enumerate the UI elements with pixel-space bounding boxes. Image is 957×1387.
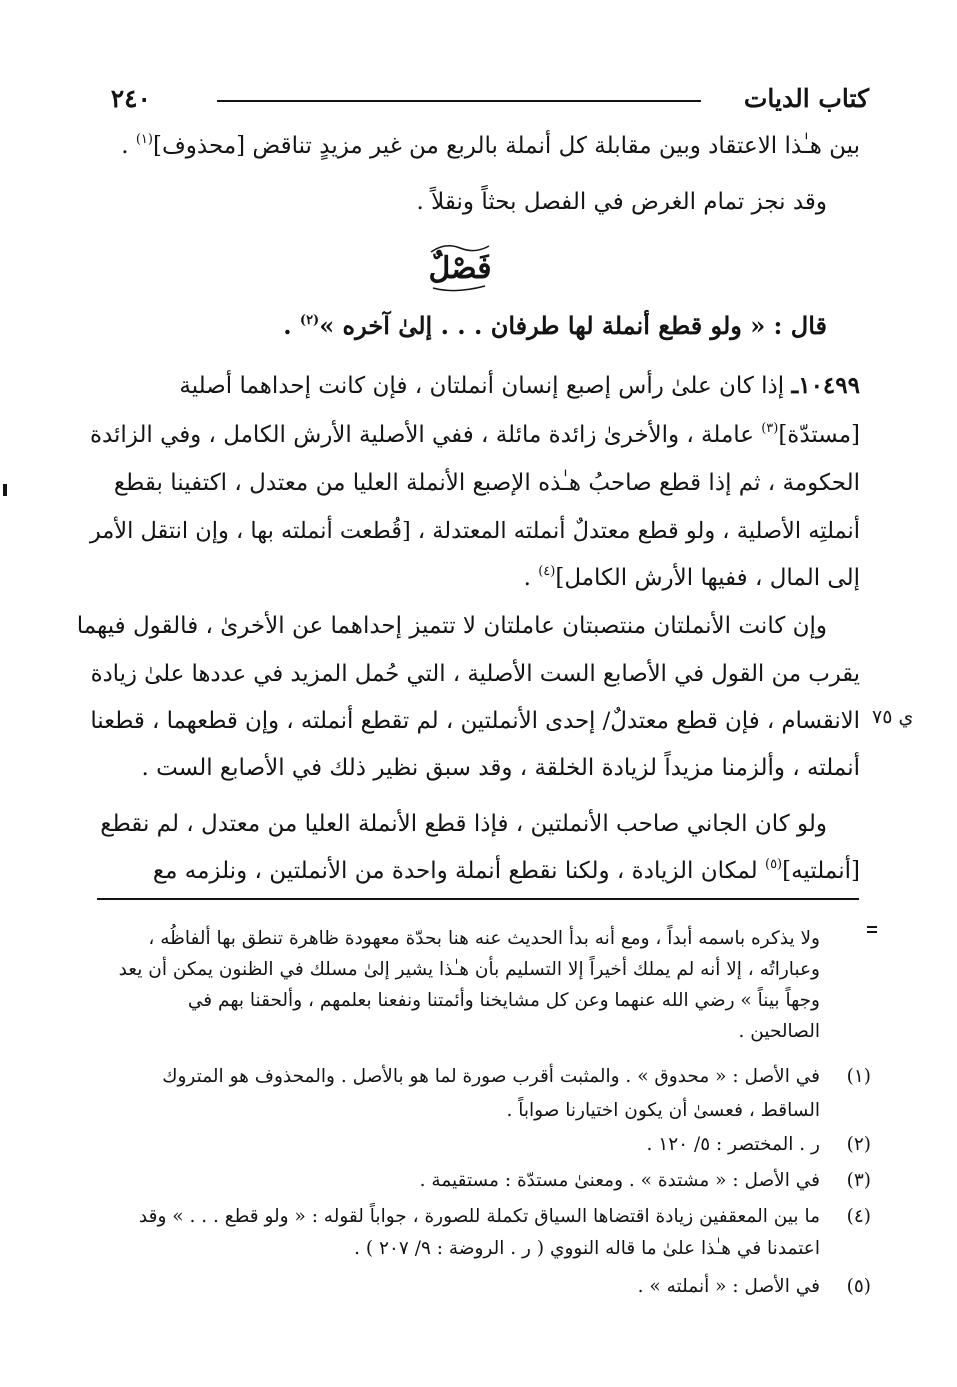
continuation-mark: [867, 926, 877, 928]
footnote-line: في الأصل : « أنملته » .: [637, 1276, 820, 1297]
footnote-line: في الأصل : « مشتدة » . ومعنىٰ مستدّة : مستقيمة .: [419, 1170, 820, 1191]
paragraph-line: أنملته ، وألزمنا مزيداً لزيادة الخلقة ، وقد سبق نظير ذلك في الأصابع الست .: [141, 755, 860, 781]
paragraph-number: ١٠٤٩٩ـ: [791, 372, 860, 399]
footnote-number: (٤): [846, 1206, 871, 1227]
footnote-line: الساقط ، فعسىٰ أن يكون اختيارنا صواباً .: [506, 1100, 820, 1121]
paragraph-line: [أنملتيه]$^{(٥)}$ لمكان الزيادة ، ولكنا نقطع أنملة واحدة من الأنملتين ، ونلزمه مع: [152, 857, 860, 884]
footnote-continuation-line: ولا يذكره باسمه أبداً ، ومع أنه بدأ الحديث عنه هنا بحدّة معهودة ظاهرة تنطق بها ألفاظُه ،: [148, 928, 820, 949]
paragraph-line: يقرب من القول في الأصابع الست الأصلية ، التي حُمل المزيد في عددها علىٰ زيادة: [90, 661, 860, 687]
footnote-ref: (١): [135, 132, 153, 147]
paragraph-line: وإن كانت الأنملتان منتصبتان عاملتان لا تتميز إحداهما عن الأخرىٰ ، فالقول فيهما: [76, 613, 827, 639]
section-heading: فَصْلٌ: [428, 251, 492, 286]
body-line: بين هـٰذا الاعتقاد وبين مقابلة كل أنملة بالربع من غير مزيدٍ تناقض [محذوف]$^{(١)}$ .: [121, 132, 860, 159]
header-rule: [217, 100, 701, 102]
footnote-continuation-line: الصالحين .: [738, 1021, 820, 1042]
section-heading-calligraphy: [425, 238, 495, 294]
paragraph-line: [مستدّة]$^{(٣)}$ عاملة ، والأخرىٰ زائدة مائلة ، ففي الأصلية الأرش الكامل ، وفي الزائدة: [89, 421, 860, 448]
quoted-heading: قال : « ولو قطع أنملة لها طرفان . . . إلىٰ آخره »$^{(٢)}$ .: [283, 311, 827, 340]
paragraph-line: ولو كان الجاني صاحب الأنملتين ، فإذا قطع الأنملة العليا من معتدل ، لم نقطع: [100, 811, 827, 837]
footnote-ref: (٢): [299, 313, 320, 328]
footnote-line: اعتمدنا في هـٰذا علىٰ ما قاله النووي ( ر . الروضة : ٩/ ٢٠٧ ) .: [354, 1238, 820, 1259]
paragraph-line: ١٠٤٩٩ـ إذا كان علىٰ رأس إصبع إنسان أنملتان ، فإن كانت إحداهما أصلية: [179, 372, 860, 399]
footnote-line: ر . المختصر : ٥/ ١٢٠ .: [646, 1134, 820, 1155]
footnote-number: (١): [846, 1066, 871, 1087]
footnote-line: ما بين المعقفين زيادة اقتضاها السياق تكملة للصورة ، جواباً لقوله : « ولو قطع . . . » وقد: [138, 1206, 820, 1227]
footnote-number: (٣): [846, 1170, 871, 1191]
footnote-number: (٢): [846, 1134, 871, 1155]
continuation-mark: [867, 931, 877, 933]
footnote-continuation-line: وجهاً بيناً » رضي الله عنهما وعن كل مشايخنا وأئمتنا ونفعنا بعلمهم ، وألحقنا بهم في: [187, 990, 820, 1011]
paragraph-line: إلى المال ، ففيها الأرش الكامل]$^{(٤)}$ .: [523, 564, 860, 591]
body-line: وقد نجز تمام الغرض في الفصل بحثاً ونقلاً .: [416, 189, 827, 215]
paragraph-line: الحكومة ، ثم إذا قطع صاحبُ هـٰذه الإصبع الأنملة العليا من معتدل ، اكتفينا بقطع: [113, 470, 860, 496]
running-head-title: كتاب الديات: [743, 84, 869, 113]
footnote-continuation-line: وعباراتُه ، إلا أنه لم يملك أخيراً إلا التسليم بأن هـٰذا يشير إلىٰ مسلك في الظنون يمكن أن يعد: [118, 959, 820, 980]
footnote-separator: [97, 898, 859, 900]
footnote-line: في الأصل : « محدوق » . والمثبت أقرب صورة لما هو بالأصل . والمحذوف هو المتروك: [162, 1066, 820, 1087]
footnote-ref: (٣): [761, 421, 779, 436]
page-edge-mark: [3, 484, 7, 496]
footnote-number: (٥): [846, 1276, 871, 1297]
flourish-ornament: [433, 286, 485, 291]
manuscript-folio-note: ي ٧٥: [872, 706, 914, 728]
paragraph-line: أنملتِه الأصلية ، ولو قطع معتدلٌ أنملته المعتدلة ، [قُطعت أنملته بها ، وإن انتقل الأمر: [89, 518, 860, 544]
paragraph-line: الانقسام ، فإن قطع معتدلٌ/ إحدى الأنملتين ، لم تقطع أنملته ، وإن قطعهما ، قطعنا: [90, 708, 860, 734]
footnote-ref: (٥): [764, 857, 783, 872]
page-number: ٢٤٠: [110, 84, 151, 113]
footnote-ref: (٤): [538, 564, 556, 579]
